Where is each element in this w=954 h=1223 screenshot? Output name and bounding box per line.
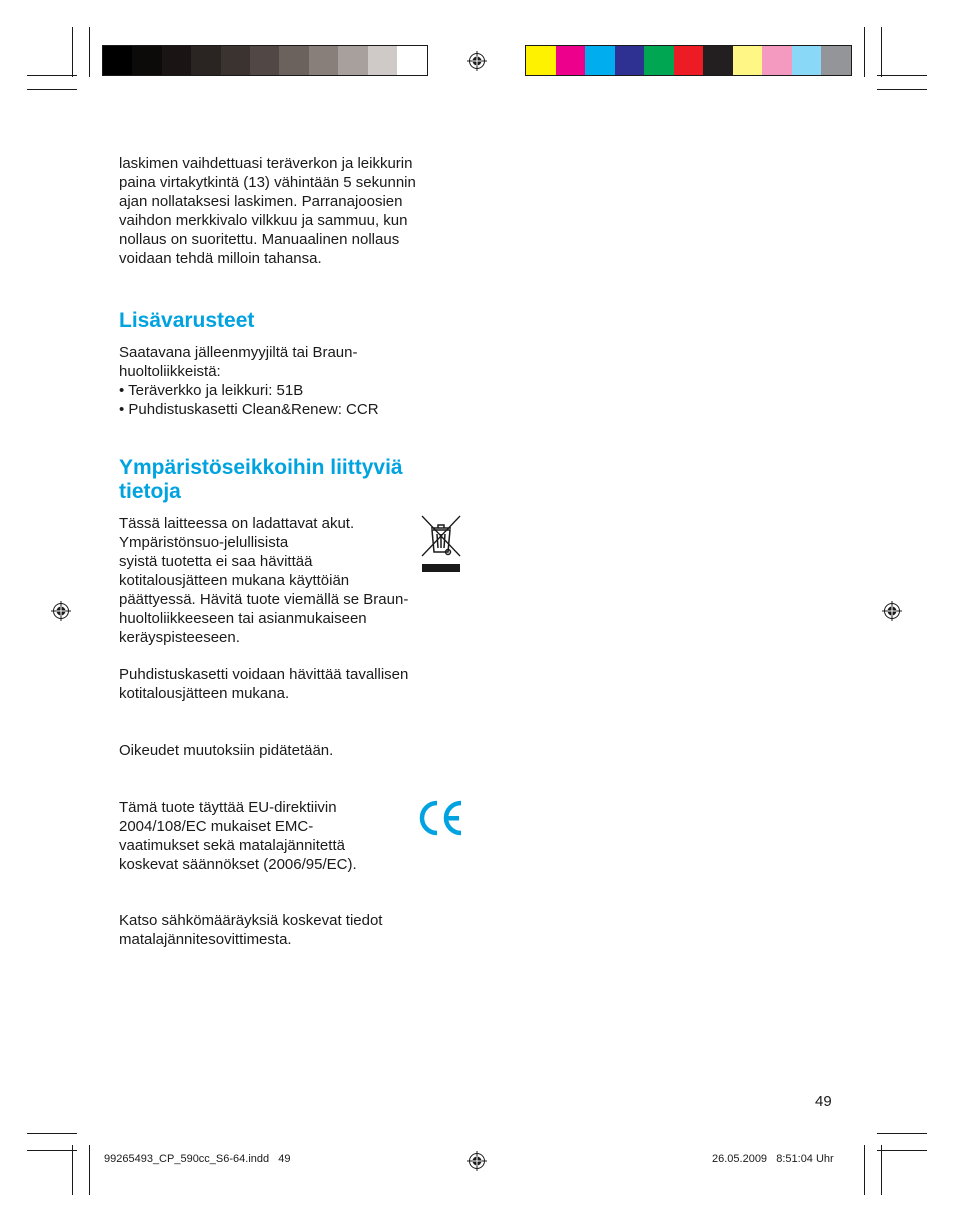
color-swatch — [703, 46, 733, 75]
intro-paragraph: laskimen vaihdettuasi teräverkon ja leikkurin paina virtakytkintä (13) vähintään 5 sekunnin ajan nollataksesi laskimen. Parranajoosien vaihdon merkkivalo vilkkuu ja sammuu, kun nollaus on suoritettu. Manuaalinen nollaus voidaan tehdä milloin tahansa. — [119, 155, 416, 267]
color-swatch — [309, 46, 338, 75]
color-swatch — [615, 46, 645, 75]
list-item: • Puhdistuskasetti Clean&Renew: CCR — [119, 400, 379, 419]
crop-mark — [864, 27, 865, 77]
environment-heading: Ympäristöseikkoihin liittyviä tietoja — [119, 456, 403, 503]
grayscale-color-bar — [102, 45, 428, 76]
color-swatch — [221, 46, 250, 75]
accessories-intro: Saatavana jälleenmyyjiltä tai Braun- huoltoliikkeistä: — [119, 344, 358, 380]
color-swatch — [397, 46, 426, 75]
color-swatch — [792, 46, 822, 75]
ce-mark-icon — [417, 799, 465, 837]
color-swatch — [762, 46, 792, 75]
color-swatch — [162, 46, 191, 75]
color-swatch — [674, 46, 704, 75]
color-swatch — [368, 46, 397, 75]
color-swatch — [103, 46, 132, 75]
color-swatch — [132, 46, 161, 75]
process-color-bar — [525, 45, 852, 76]
color-swatch — [338, 46, 367, 75]
color-swatch — [191, 46, 220, 75]
slug-filename: 99265493_CP_590cc_S6-64.indd 49 — [104, 1153, 291, 1165]
crop-mark — [881, 27, 882, 77]
crop-mark — [27, 1150, 77, 1151]
crop-mark — [27, 89, 77, 90]
crop-mark — [89, 1145, 90, 1195]
slug-timestamp: 26.05.2009 8:51:04 Uhr — [712, 1153, 834, 1165]
crop-mark — [27, 1133, 77, 1134]
color-swatch — [821, 46, 851, 75]
color-swatch — [585, 46, 615, 75]
color-swatch — [279, 46, 308, 75]
registration-mark-icon — [467, 51, 487, 71]
crop-mark — [877, 1150, 927, 1151]
crop-mark — [72, 27, 73, 77]
color-swatch — [733, 46, 763, 75]
crop-mark — [72, 1145, 73, 1195]
crop-mark — [877, 89, 927, 90]
ce-compliance-paragraph: Tämä tuote täyttää EU-direktiivin 2004/108/EC mukaiset EMC- vaatimukset sekä matalajännitettä koskevat säännökset (2006/95/EC). — [119, 799, 357, 873]
page-number: 49 — [815, 1093, 832, 1110]
cartridge-disposal-paragraph: Puhdistuskasetti voidaan hävittää tavallisen kotitalousjätteen mukana. — [119, 666, 409, 702]
registration-mark-icon — [467, 1151, 487, 1171]
crop-mark — [864, 1145, 865, 1195]
adapter-note: Katso sähkömääräyksiä koskevat tiedot matalajännitesovittimesta. — [119, 912, 383, 948]
crop-mark — [877, 1133, 927, 1134]
color-swatch — [644, 46, 674, 75]
registration-mark-icon — [51, 601, 71, 621]
rights-notice: Oikeudet muutoksiin pidätetään. — [119, 742, 334, 759]
accessories-list — [119, 381, 379, 419]
color-swatch — [250, 46, 279, 75]
accessories-heading: Lisävarusteet — [119, 309, 255, 332]
crop-mark — [881, 1145, 882, 1195]
crop-mark — [27, 75, 77, 76]
crop-mark — [89, 27, 90, 77]
registration-mark-icon — [882, 601, 902, 621]
color-swatch — [556, 46, 586, 75]
crop-mark — [877, 75, 927, 76]
list-item: • Teräverkko ja leikkuri: 51B — [119, 381, 379, 400]
environment-paragraph: Tässä laitteessa on ladattavat akut. Ympäristönsuo-jelullisista syistä tuotetta ei saa hävittää kotitalousjätteen mukana käyttöiän päättyessä. Hävitä tuote viemällä se Braun- huoltoliikkeeseen tai asianmukaiseen keräyspisteeseen. — [119, 515, 409, 646]
color-swatch — [526, 46, 556, 75]
